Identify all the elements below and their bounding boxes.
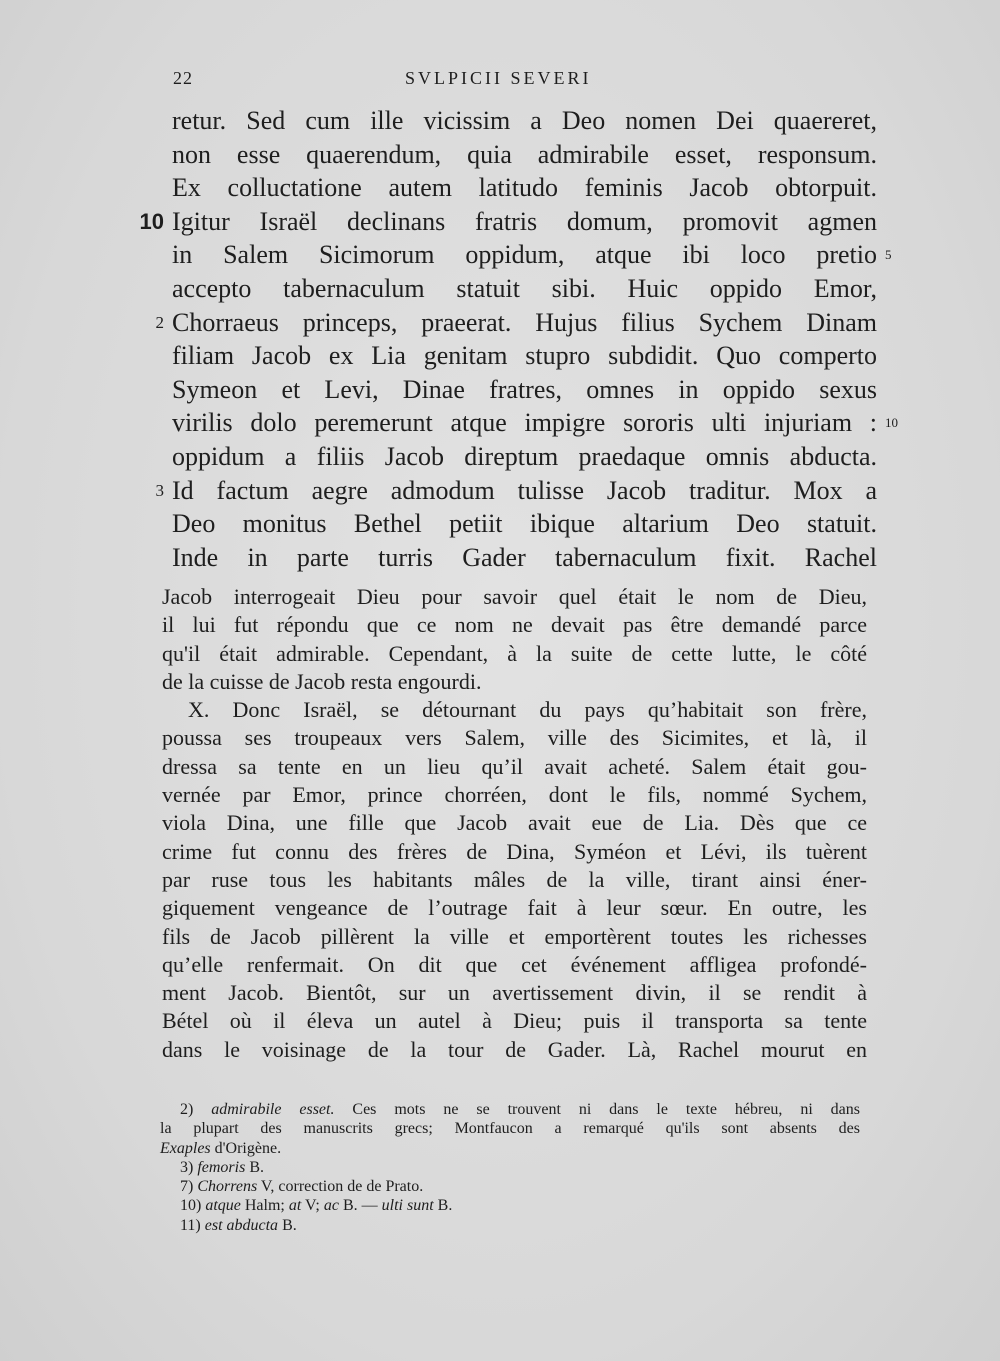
latin-line-text: Ex colluctatione autem latitudo feminis Jacob obtorpuit.	[172, 173, 877, 203]
footnote-text: V, correction de de Prato.	[260, 1178, 424, 1196]
latin-line-text: Deo monitus Bethel petiit ibique altarium Deo statuit.	[172, 509, 877, 539]
latin-line	[172, 272, 877, 306]
latin-line	[172, 138, 877, 172]
line-number-right: 10	[885, 415, 898, 431]
footnote-3	[160, 1158, 860, 1177]
french-line: vernée par Emor, prince chorréen, dont le fils, nommé Sychem,	[162, 782, 867, 808]
verse-number: 2	[155, 312, 164, 332]
latin-line	[172, 507, 877, 541]
footnote-term: ulti sunt	[381, 1197, 434, 1215]
footnote-term: Chorrens	[197, 1178, 258, 1196]
latin-line-text: accepto tabernaculum statuit sibi. Huic oppido Emor,	[172, 273, 877, 303]
latin-line	[172, 373, 877, 407]
latin-line-text: virilis dolo peremerunt atque impigre sororis ulti injuriam :	[172, 408, 877, 438]
french-line: dans le voisinage de la tour de Gader. Là, Rachel mourut en	[162, 1036, 867, 1062]
footnotes	[160, 1100, 860, 1235]
chapter-number: 10	[139, 208, 164, 234]
footnote-11	[160, 1216, 860, 1235]
footnote-text: V;	[305, 1197, 320, 1215]
latin-line	[155, 306, 877, 340]
footnote-text: B.	[249, 1158, 264, 1176]
footnote-term: Exaples	[160, 1139, 211, 1157]
footnote-term: femoris	[197, 1158, 246, 1176]
french-line: qu'il était admirable. Cependant, à la suite de cette lutte, le côté	[162, 640, 867, 666]
french-line: il lui fut répondu que ce nom ne devait pas être demandé parce	[162, 612, 867, 638]
latin-line-text: oppidum a filiis Jacob direptum praedaque omnis abducta.	[172, 441, 877, 471]
footnote-text: B.	[282, 1216, 297, 1234]
french-line: fils de Jacob pillèrent la ville et emportèrent toutes les richesses	[162, 923, 867, 949]
footnote-10	[160, 1196, 860, 1215]
french-line: ment Jacob. Bientôt, sur un avertissement divin, il se rendit à	[162, 980, 867, 1006]
latin-line	[172, 406, 898, 440]
latin-line	[172, 104, 877, 138]
latin-line-text: Id factum aegre admodum tulisse Jacob traditur. Mox a	[172, 475, 877, 505]
line-number-right: 5	[885, 247, 892, 263]
footnote-term: atque	[205, 1197, 241, 1215]
footnote-2	[160, 1100, 860, 1119]
latin-line-text: Chorraeus princeps, praeerat. Hujus filius Sychem Dinam	[172, 307, 877, 337]
latin-line	[172, 440, 877, 474]
latin-line-text: retur. Sed cum ille vicissim a Deo nomen Dei quaereret,	[172, 106, 877, 135]
footnote-number: 2)	[180, 1101, 194, 1118]
french-line: X. Donc Israël, se détournant du pays qu’habitait son frère,	[188, 697, 867, 723]
footnote-2-continued: la plupart des manuscrits grecs; Montfaucon a remarqué qu'ils sont absents des	[160, 1120, 860, 1138]
footnote-text: d'Origène.	[214, 1139, 282, 1157]
french-line: giquement vengeance de l’outrage fait à leur sœur. En outre, les	[162, 895, 867, 921]
footnote-text: Halm;	[244, 1197, 285, 1215]
footnote-number: 7)	[180, 1178, 194, 1196]
french-line: dressa sa tente en un lieu qu’il avait acheté. Salem était gou-	[162, 753, 867, 779]
latin-line	[172, 339, 877, 373]
latin-line-text: filiam Jacob ex Lia genitam stupro subdidit. Quo comperto	[172, 341, 877, 371]
footnote-7	[160, 1177, 860, 1196]
latin-line	[172, 171, 877, 205]
footnote-term: ac	[323, 1197, 339, 1215]
footnote-term: admirabile esset.	[211, 1101, 335, 1118]
page-number: 22	[173, 68, 193, 88]
french-line: viola Dina, une fille que Jacob avait eue de Lia. Dès que ce	[162, 810, 867, 836]
latin-line	[155, 474, 877, 508]
french-line: Jacob interrogeait Dieu pour savoir quel était le nom de Dieu,	[162, 584, 867, 609]
footnote-term: at	[288, 1197, 302, 1215]
latin-line-text: Symeon et Levi, Dinae fratres, omnes in oppido sexus	[172, 374, 877, 404]
french-line: qu’elle renfermait. On dit que cet événement affligea profondé-	[162, 951, 867, 977]
footnote-term: est abducta	[204, 1216, 279, 1234]
latin-line-text: Inde in parte turris Gader tabernaculum fixit. Rachel	[172, 542, 877, 572]
french-line: Bétel où il éleva un autel à Dieu; puis il transporta sa tente	[162, 1008, 867, 1034]
latin-line-text: non esse quaerendum, quia admirabile esset, responsum.	[172, 139, 877, 169]
footnote-number: 3)	[180, 1158, 194, 1176]
latin-line	[172, 238, 892, 272]
latin-line	[139, 205, 877, 239]
french-line: poussa ses troupeaux vers Salem, ville des Sicimites, et là, il	[162, 725, 867, 751]
verse-number: 3	[155, 480, 164, 500]
latin-line	[172, 541, 877, 575]
footnote-text: B. —	[342, 1197, 378, 1215]
footnote-2-end	[160, 1139, 860, 1158]
latin-text-block	[139, 104, 898, 574]
footnote-text: Ces mots ne se trouvent ni dans le texte hébreu, ni dans	[352, 1101, 861, 1118]
footnote-number: 10)	[180, 1197, 202, 1215]
french-line: par ruse tous les habitants mâles de la ville, tirant ainsi éner-	[162, 866, 867, 892]
running-title: SVLPICII SEVERI	[405, 68, 592, 88]
french-line: crime fut connu des frères de Dina, Syméon et Lévi, ils tuèrent	[162, 838, 867, 864]
latin-line-text: in Salem Sicimorum oppidum, atque ibi loco pretio	[172, 240, 877, 270]
page-header	[0, 68, 1000, 98]
french-line: de la cuisse de Jacob resta engourdi.	[162, 668, 482, 694]
latin-line-text: Igitur Israël declinans fratris domum, promovit agmen	[172, 206, 877, 236]
french-translation-block	[162, 583, 867, 1064]
footnote-number: 11)	[180, 1216, 201, 1234]
footnote-text: B.	[437, 1197, 453, 1215]
